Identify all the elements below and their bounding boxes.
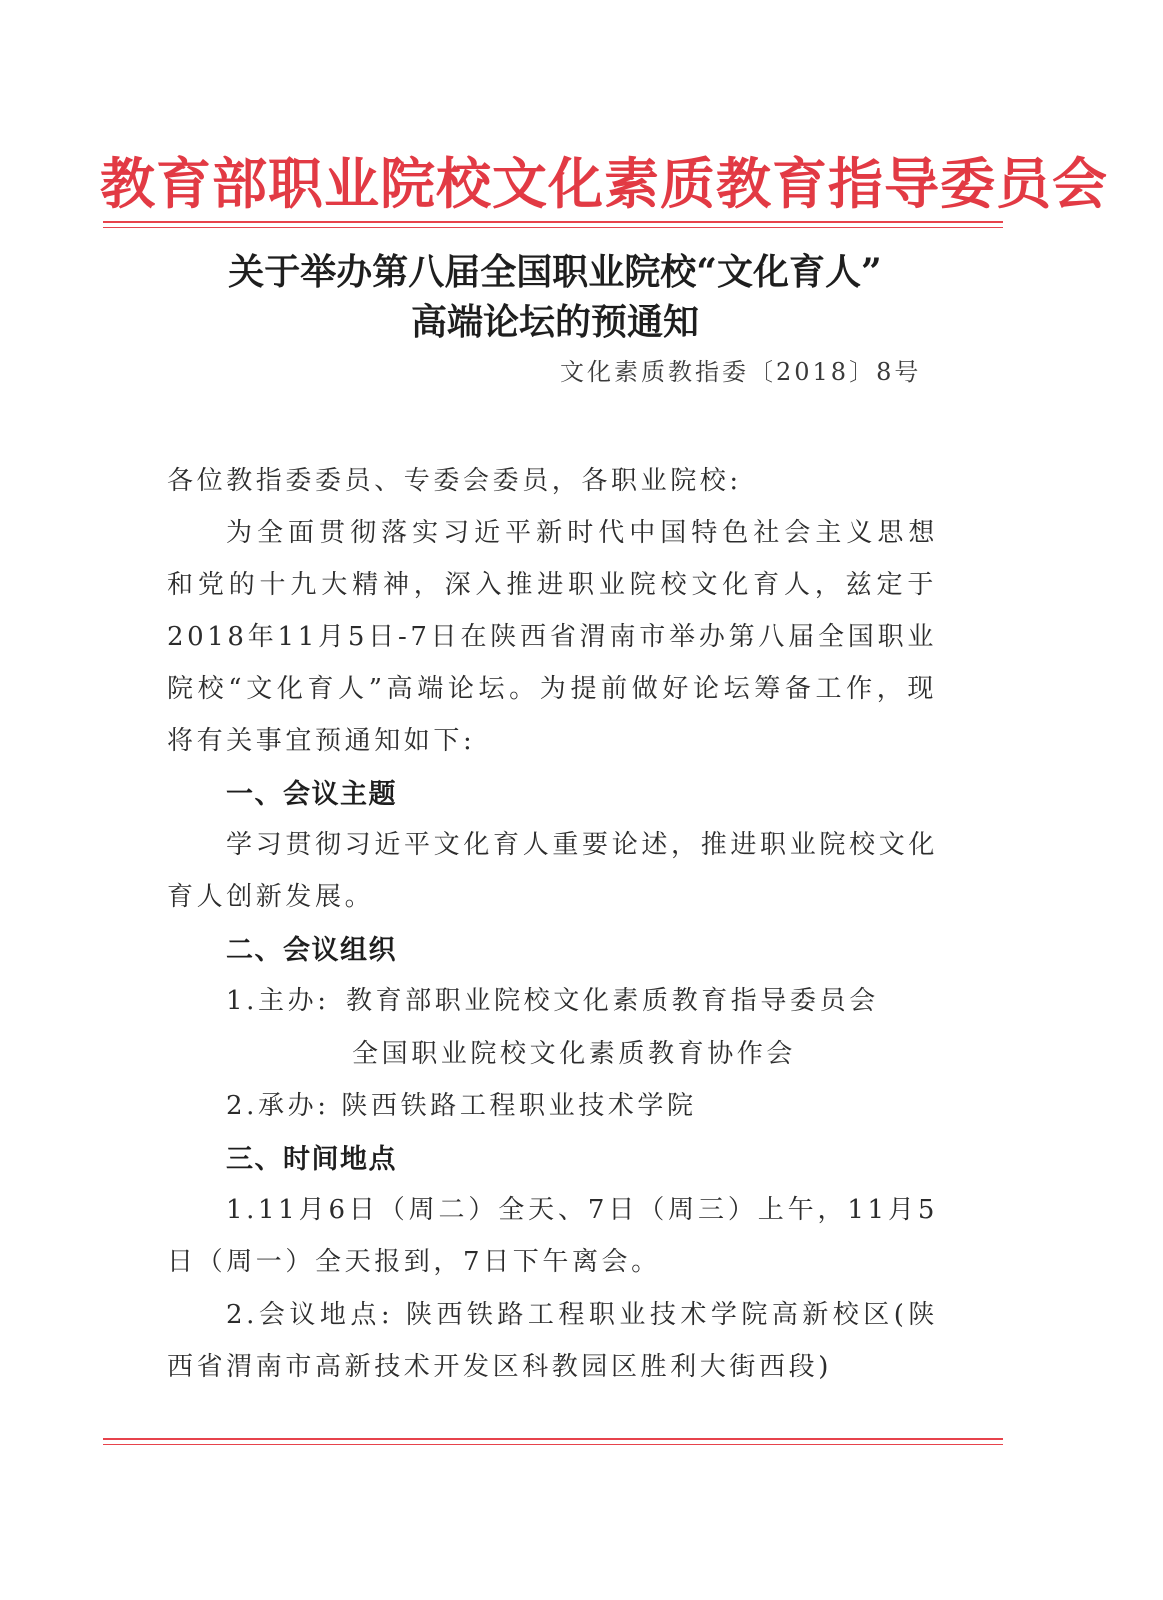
section-heading-time-venue: 三、时间地点 (226, 1144, 397, 1175)
notice-title-line-2: 高端论坛的预通知 (410, 301, 699, 343)
intro-line: 和党的十九大精神，深入推进职业院校文化育人，兹定于 (167, 570, 937, 600)
intro-line: 院校“文化育人”高端论坛。为提前做好论坛筹备工作，现 (167, 674, 937, 704)
host-label: 1.主办: (226, 986, 330, 1016)
time-line: 1.11月6日（周二）全天、7日（周三）上午，11月5 (226, 1195, 938, 1225)
intro-line: 将有关事宜预通知如下: (167, 726, 476, 756)
intro-line: 为全面贯彻落实习近平新时代中国特色社会主义思想 (226, 518, 938, 548)
theme-line: 学习贯彻习近平文化育人重要论述，推进职业院校文化 (226, 830, 938, 860)
venue-line: 2.会议地点: 陕西铁路工程职业技术学院高新校区(陕 (226, 1300, 938, 1330)
section-heading-organization: 二、会议组织 (226, 935, 397, 966)
organizer-line: 2.承办: 陕西铁路工程职业技术学院 (226, 1091, 697, 1121)
salutation: 各位教指委委员、专委会委员，各职业院校: (167, 466, 742, 496)
time-line: 日（周一）全天报到，7日下午离会。 (167, 1247, 661, 1277)
letterhead-rule-top (103, 221, 1003, 228)
intro-line: 2018年11月5日-7日在陕西省渭南市举办第八届全国职业 (167, 622, 937, 652)
host-secondary: 全国职业院校文化素质教育协作会 (352, 1039, 797, 1069)
document-number: 文化素质教指委〔2018〕8号 (560, 358, 922, 386)
host-primary: 教育部职业院校文化素质教育指导委员会 (346, 986, 879, 1016)
notice-title-line-1: 关于举办第八届全国职业院校“文化育人” (228, 251, 882, 293)
theme-line: 育人创新发展。 (167, 882, 375, 912)
section-heading-theme: 一、会议主题 (226, 779, 397, 810)
footer-rule (103, 1438, 1003, 1445)
letterhead-organization: 教育部职业院校文化素质教育指导委员会 (100, 152, 1109, 216)
venue-line: 西省渭南市高新技术开发区科教园区胜利大街西段) (167, 1352, 832, 1382)
